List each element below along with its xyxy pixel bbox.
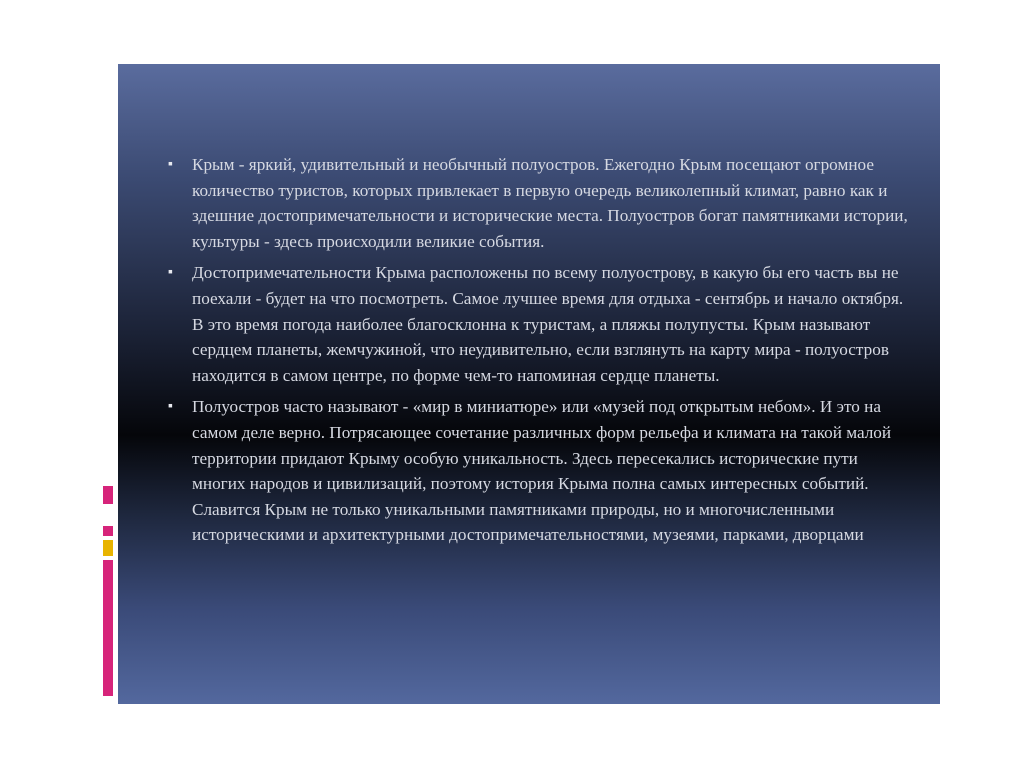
list-item	[168, 260, 908, 388]
paragraph-text: Полуостров часто называют - «мир в миниатюре» или «музей под открытым небом». И это на самом деле верно. Потрясающее сочетание различных форм рельефа и климата на такой малой территории придают Крыму особую уникальность. Здесь пересекались исторические пути многих народов и цивилизаций, поэтому история Крыма полна самых интересных событий. Славится Крым не только уникальными памятниками природы, но и многочисленными историческими и архитектурными достопримечательностями, музеями, парками, дворцами	[192, 397, 892, 545]
decorative-color-bars	[103, 486, 117, 696]
list-item	[168, 394, 908, 548]
paragraph-text: Достопримечательности Крыма расположены по всему полуострову, в какую бы его часть вы не поехали - будет на что посмотреть. Самое лучшее время для отдыха - сентябрь и начало октября. В это время погода наиболее благосклонна к туристам, а пляжы полупусты. Крым называют сердцем планеты, жемчужиной, что неудивительно, если взглянуть на карту мира - полуостров находится в самом центре, по форме чем-то напоминая сердце планеты.	[192, 263, 904, 385]
bullet-icon: ▪	[168, 265, 173, 281]
bullet-icon: ▪	[168, 399, 173, 415]
decorative-lines	[90, 100, 120, 164]
slide-content	[168, 152, 908, 554]
list-item	[168, 152, 908, 254]
bullet-icon: ▪	[168, 157, 173, 172]
paragraph-text: Крым - яркий, удивительный и необычный полуостров. Ежегодно Крым посещают огромное количество туристов, которых привлекает в первую очередь великолепный климат, равно как и здешние достопримечательности и исторические места. Полуостров богат памятниками истории, культуры - здесь происходили великие события.	[192, 155, 908, 251]
